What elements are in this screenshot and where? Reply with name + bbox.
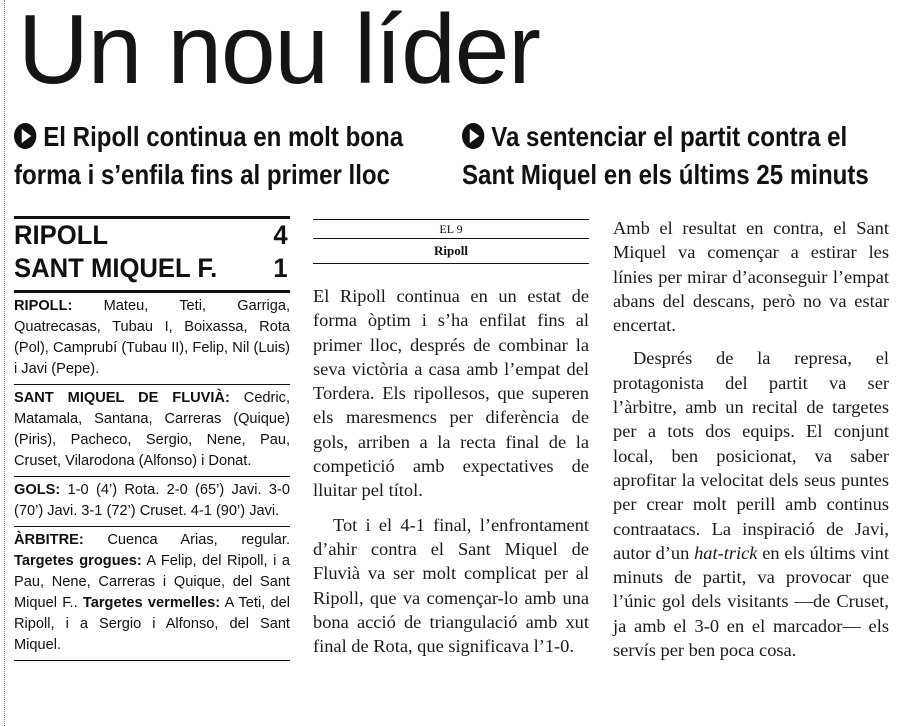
- referee: [14, 527, 290, 661]
- article-paragraph-1: El Ripoll continua en un estat de forma òptim i s’ha enfilat fins al primer lloc, després de combinar la seva victòria a casa amb l’empat del Tordera. Els ripollesos, que superen els maresmencs per diferència de gols, arriben a la recta final de la competició amb expectatives de lluitar pel títol.: [313, 286, 589, 501]
- score-row-away: [14, 252, 288, 285]
- article-paragraph-4-part-a: Després de la represa, el protagonista del partit va ser l’àrbitre, amb un recital de targetes per a tots dos equips. El conjunt local, ben posicionat, va saber aprofitar la velocitat dels seus puntes per crear molt perill amb continus contraatacs. La inspiració de Javi, autor d’un: [613, 348, 889, 563]
- score-row-home: [14, 219, 288, 252]
- away-team: SANT MIQUEL F.: [14, 253, 218, 283]
- dateline-place: Ripoll: [434, 243, 468, 258]
- article-paragraph-4-part-b: en els últims vint minuts de partit, va provocar que l’únic gol dels visitants —de Cruset, ja amb el 3-0 en el marcador— els servís per ben poca cosa.: [613, 542, 889, 661]
- article-paragraph-4-emphasis: hat-trick: [694, 542, 758, 563]
- lineup-ripoll-text: Mateu, Teti, Garriga, Quatrecasas, Tubau I, Boixassa, Rota (Pol), Camprubí (Tubau II), Felip, Nil (Luis) i Javi (Pepe).: [14, 298, 290, 377]
- source-box: [313, 219, 589, 264]
- article-column-middle: [313, 219, 589, 658]
- lineup-ripoll: [14, 293, 290, 385]
- lineup-santmiquel-label: SANT MIQUEL DE FLUVIÀ:: [14, 390, 230, 406]
- goals-text: 1-0 (4’) Rota. 2-0 (65’) Javi. 3-0 (70’) Javi. 3-1 (72’) Cruset. 4-1 (90’) Javi.: [14, 482, 290, 519]
- article-column-right: [613, 216, 889, 662]
- article-paragraph-3: Amb el resultat en contra, el Sant Miquel va començar a estirar les línies per mirar d’aconseguir l’empat abans del descans, però no va estar encertat.: [613, 218, 889, 336]
- headline: Un nou líder: [18, 0, 540, 104]
- deck-left-text: El Ripoll continua en molt bona forma i s’enfila fins al primer lloc: [14, 121, 404, 190]
- page-edge-divider: [4, 0, 5, 726]
- red-cards-text: A Teti, del Ripoll, i a Sergio i Alfonso, del Sant Miquel.: [14, 595, 290, 653]
- yellow-cards-label: Targetes grogues:: [14, 553, 142, 569]
- match-sheet: [14, 216, 290, 661]
- lineup-ripoll-label: RIPOLL:: [14, 298, 73, 314]
- home-goals: 4: [273, 220, 288, 250]
- yellow-cards-text: A Felip, del Ripoll, i a Pau, Nene, Carreras i Quique, del Sant Miquel F..: [14, 553, 290, 611]
- goals: [14, 477, 290, 527]
- referee-text: Cuenca Arias, regular.: [83, 532, 290, 548]
- publication-name: EL 9: [313, 220, 589, 239]
- arrow-right-circle-icon: [14, 123, 36, 149]
- article-paragraph-2: Tot i el 4-1 final, l’enfrontament d’ahir contra el Sant Miquel de Fluvià va ser molt complicat per al Ripoll, que va començar-lo amb una bona acció de triangulació amb xut final de Rota, que significava l’1-0.: [313, 514, 589, 657]
- deck-left: [14, 118, 431, 194]
- lineup-santmiquel: [14, 385, 290, 477]
- away-goals: 1: [273, 253, 288, 283]
- red-cards-label: Targetes vermelles:: [82, 595, 221, 611]
- goals-label: GOLS:: [14, 482, 61, 498]
- deck-right: [462, 118, 892, 194]
- lineup-santmiquel-text: Cedric, Matamala, Santana, Carreras (Quique) (Piris), Pacheco, Sergio, Nene, Pau, Cruset, Vilarodona (Alfonso) i Donat.: [14, 390, 290, 469]
- deck-right-text: Va sentenciar el partit contra el Sant Miquel en els últims 25 minuts: [462, 121, 869, 190]
- referee-label: ÀRBITRE:: [14, 532, 84, 548]
- home-team: RIPOLL: [14, 220, 109, 250]
- arrow-right-circle-icon: [462, 123, 484, 149]
- article-paragraph-4: [613, 346, 889, 662]
